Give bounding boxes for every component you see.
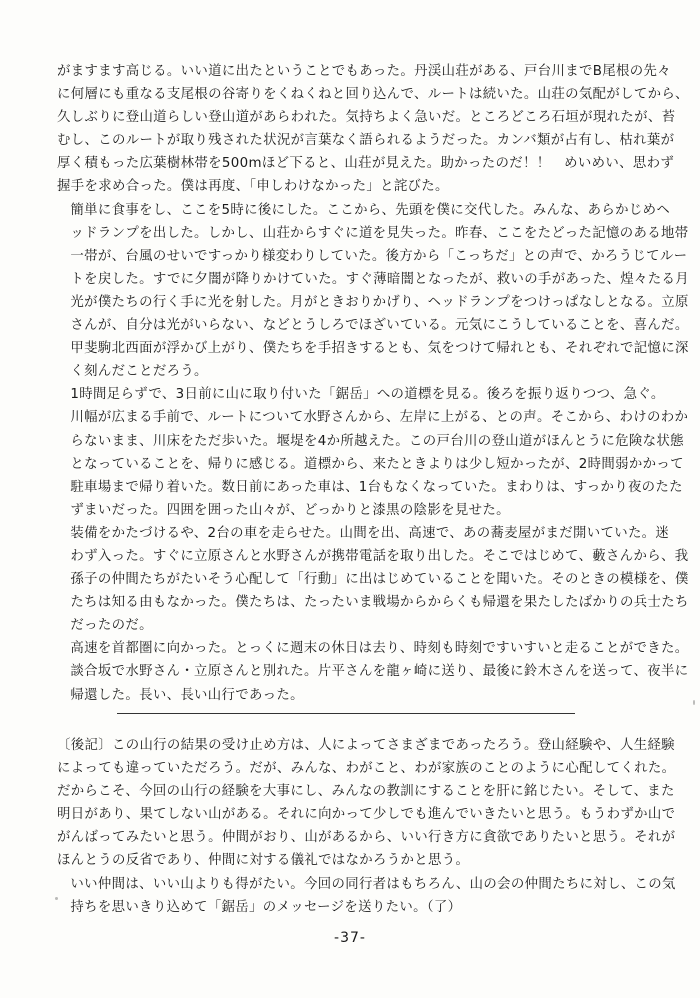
postscript-line: がんばってみたいと思う。仲間がおり、山があるから、いい行き方に貪欲でありたいと思う。それが [57, 830, 676, 846]
body-line: さんが、自分は光がいらない、などとうしろでほざいている。元気にこうしていることを、喜んだ。 [70, 318, 689, 334]
postscript-line: によっても違っていただろう。だが、みんな、わがこと、わが家族のことのように心配してくれた。 [57, 761, 676, 777]
scan-smudge [693, 700, 695, 705]
postscript-line: いい仲間は、いい山よりも得がたい。今回の同行者はもちろん、山の会の仲間たちに対し、この気 [70, 876, 676, 892]
body-line: 装備をかたづけるや、2台の車を走らせた。山間を出、高速で、あの蕎麦屋がまだ開いていた。迷 [70, 525, 670, 541]
postscript-text [57, 734, 676, 919]
body-paragraph [57, 637, 689, 706]
body-line: 一帯が、台風のせいですっかり様変わりしていた。後方から「こっちだ」との声で、かろうじてルー [70, 248, 688, 264]
body-paragraph [57, 199, 689, 384]
body-line: 駐車場まで帰り着いた。数日前にあった車は、1台もなくなっていた。まわりは、すっかり夜のたた [70, 479, 683, 495]
body-line: 高速を首都圏に向かった。とっくに週末の休日は去り、時刻も時刻ですいすいと走ることができた。 [70, 641, 689, 657]
postscript-line: 〔後記〕この山行の結果の受け止め方は、人によってさまざまであったろう。登山経験や、人生経験 [57, 738, 675, 753]
scan-smudge [55, 897, 58, 900]
body-paragraph [57, 522, 689, 637]
postscript-line: だからこそ、今回の山行の経験を大事にし、みんなの教訓にすることを肝に銘じたい。そして、また [57, 784, 675, 800]
body-line: 1時間足らずで、3日前に山に取り付いた「鋸岳」への道標を見る。後ろを振り返りつつ、急ぐ。 [70, 387, 665, 403]
body-line: がますます高じる。いい道に出たということでもあった。丹渓山荘がある、戸台川までB尾根の先々 [57, 64, 671, 79]
body-line: ずまいだった。四囲を囲った山々が、どっかりと漆黒の陰影を見せた。 [70, 502, 510, 518]
body-line: 甲斐駒北西面が浮かび上がり、僕たちを手招きするとも、気をつけて帰れとも、それぞれで記憶に深 [70, 341, 689, 357]
body-line: 川幅が広まる手前で、ルートについて水野さんから、左岸に上がる、との声。そこから、わけのわか [70, 410, 689, 426]
body-line: 孫子の仲間たちがたいそう心配して「行動」に出はじめていることを聞いた。そのときの模様を、僕 [70, 572, 689, 588]
postscript-line: 明日があり、果てしない山がある。それに向かって少しでも進んでいきたいと思う。もうわずか山で [57, 807, 676, 823]
postscript-paragraph [57, 873, 676, 919]
body-paragraph [57, 383, 689, 522]
body-line: 光が僕たちの行く手に光を射した。月がときおりかげり、ヘッドランプをつけっぱなしとなる。立原 [70, 294, 689, 310]
body-line: く刻んだことだろう。 [70, 364, 208, 380]
section-divider [117, 713, 575, 714]
page-number: -37- [334, 930, 366, 946]
postscript-line: ほんとうの反省であり、仲間に対する儀礼ではなかろうかと思う。 [57, 853, 470, 869]
body-line: 久しぶりに登山道らしい登山道があらわれた。気持ちよく急いだ。ところどころ石垣が現れたが、苔 [57, 110, 676, 126]
body-line: 簡単に食事をし、ここを5時に後にした。ここから、先頭を僕に交代した。みんな、あらかじめヘ [70, 202, 671, 218]
body-line: だったのだ。 [70, 618, 153, 634]
body-line: むし、このルートが取り残された状況が言葉なく語られるようだった。カンバ類が占有し、枯れ葉が [57, 133, 675, 149]
body-line: らないまま、川床をただ歩いた。堰堤を4か所越えた。この戸台川の登山道がほんとうに危険な状態 [70, 433, 684, 449]
body-line: わず入った。すぐに立原さんと水野さんが携帯電話を取り出した。そこではじめて、藪さんから、我 [70, 548, 689, 564]
body-line: に何層にも重なる支尾根の谷寄りをくねくねと回り込んで、ルートは続いた。山荘の気配がしてから、 [57, 87, 689, 103]
body-paragraph [57, 60, 689, 199]
main-text [57, 60, 689, 707]
body-line: 厚く積もった広葉樹林帯を500mほど下ると、山荘が見えた。助かったのだ！！ めいめい、思わず [57, 156, 675, 172]
body-line: 帰還した。長い、長い山行であった。 [70, 687, 304, 703]
body-line: トを戻した。すでに夕闇が降りかけていた。すぐ薄暗闇となったが、救いの手があった、煌々たる月 [70, 271, 689, 287]
body-line: ッドランプを出した。しかし、山荘からすぐに道を見失った。昨春、ここをたどった記憶のある地帯 [70, 225, 689, 241]
postscript-line: 持ちを思いきり込めて「鋸岳」のメッセージを送りたい。（了） [70, 899, 462, 915]
postscript-paragraph [57, 734, 676, 873]
body-line: となっていることを、帰りに感じる。道標から、来たときよりは少し短かったが、2時間弱かかって [70, 456, 684, 472]
body-line: たちは知る由もなかった。僕たちは、たったいま戦場からからくも帰還を果たしたばかりの兵士たち [70, 595, 689, 611]
body-line: 握手を求め合った。僕は再度、「申しわけなかった」と詫びた。 [57, 179, 449, 195]
body-line: 談合坂で水野さん・立原さんと別れた。片平さんを龍ヶ崎に送り、最後に鈴木さんを送って、夜半に [70, 664, 689, 680]
